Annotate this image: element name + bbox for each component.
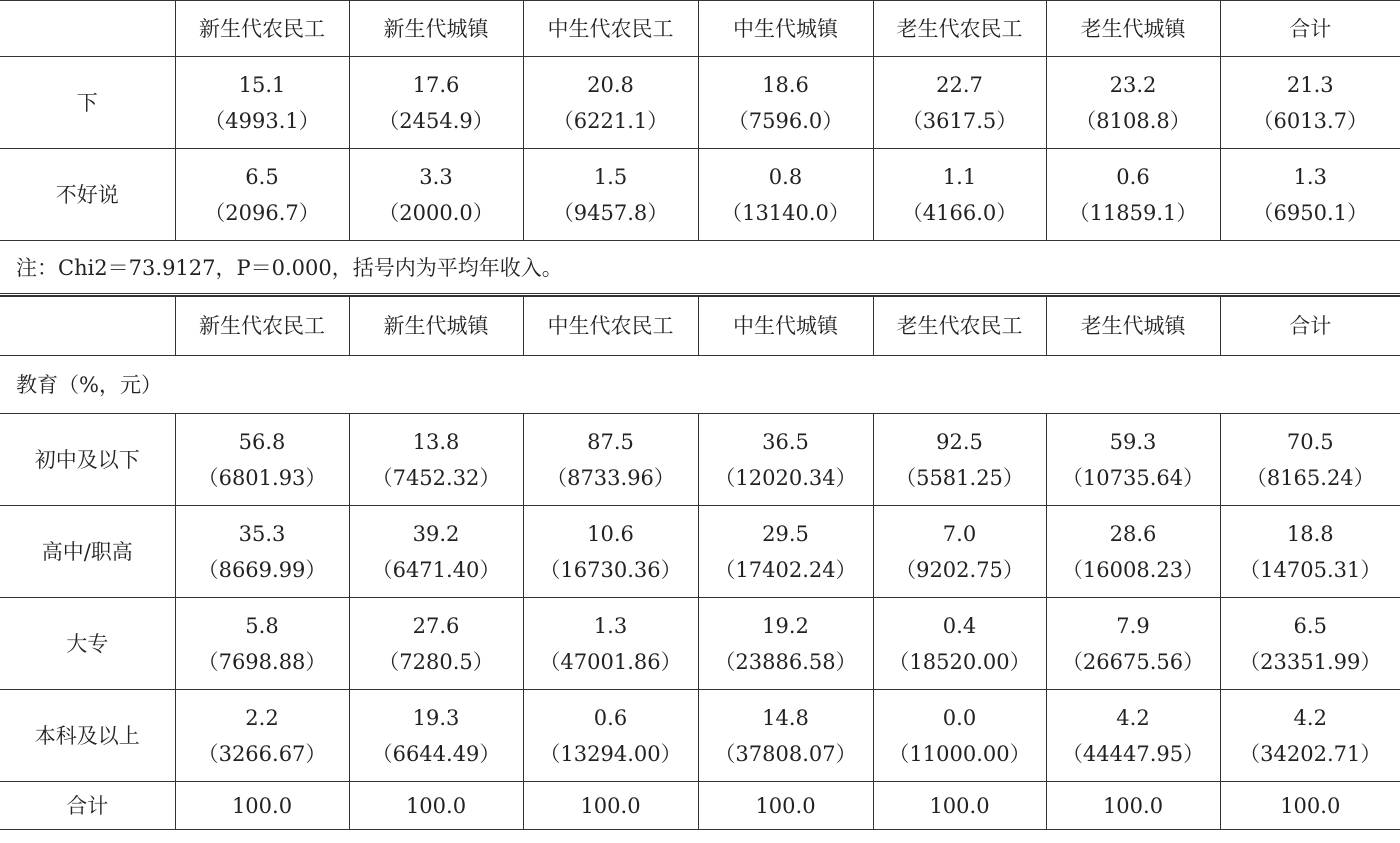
data-cell xyxy=(349,414,523,506)
cell-percent: 18.6 xyxy=(762,72,809,97)
data-cell xyxy=(873,149,1046,241)
header-cell: 中生代城镇 xyxy=(698,297,873,356)
total-row xyxy=(0,782,1400,830)
total-cell: 100.0 xyxy=(1046,782,1220,830)
header-cell: 新生代农民工 xyxy=(175,1,349,57)
cell-percent: 22.7 xyxy=(936,72,983,97)
cell-income: （16008.23） xyxy=(1061,557,1205,582)
data-cell xyxy=(349,149,523,241)
cell-income: （34202.71） xyxy=(1239,741,1382,766)
header-cell: 新生代农民工 xyxy=(175,297,349,356)
cell-income: （14705.31） xyxy=(1239,557,1382,582)
cell-income: （5581.25） xyxy=(895,465,1024,490)
data-cell xyxy=(1046,690,1220,782)
header-cell: 新生代城镇 xyxy=(349,297,523,356)
cell-percent: 87.5 xyxy=(587,429,634,454)
cell-percent: 1.1 xyxy=(942,164,977,189)
cell-percent: 27.6 xyxy=(412,613,460,638)
row-label: 下 xyxy=(0,57,175,149)
cell-percent: 21.3 xyxy=(1286,72,1334,97)
row-label: 合计 xyxy=(0,782,175,830)
cell-income: （13294.00） xyxy=(539,741,682,766)
cell-income: （18520.00） xyxy=(888,649,1031,674)
data-cell xyxy=(175,690,349,782)
cell-income: （17402.24） xyxy=(714,557,857,582)
cell-income: （9457.8） xyxy=(552,200,669,225)
data-cell xyxy=(873,598,1046,690)
cell-percent: 7.9 xyxy=(1116,613,1150,638)
data-cell xyxy=(698,57,873,149)
data-cell xyxy=(523,598,698,690)
header-cell-empty xyxy=(0,297,175,356)
cell-percent: 18.8 xyxy=(1286,521,1334,546)
data-cell xyxy=(873,506,1046,598)
cell-percent: 0.6 xyxy=(593,705,628,730)
table-note: 注：Chi2＝73.9127，P＝0.000，括号内为平均年收入。 xyxy=(0,241,1400,296)
header-cell: 中生代农民工 xyxy=(523,297,698,356)
cell-percent: 15.1 xyxy=(238,72,286,97)
income-table-top xyxy=(0,0,1400,241)
cell-income: （7596.0） xyxy=(727,108,844,133)
data-cell xyxy=(175,598,349,690)
cell-percent: 1.5 xyxy=(593,164,628,189)
data-cell xyxy=(175,57,349,149)
data-cell xyxy=(349,598,523,690)
table-row xyxy=(0,690,1400,782)
cell-income: （8108.8） xyxy=(1075,108,1191,133)
cell-income: （44447.95） xyxy=(1061,741,1205,766)
cell-income: （6950.1） xyxy=(1252,200,1368,225)
cell-percent: 4.2 xyxy=(1116,705,1150,730)
cell-percent: 10.6 xyxy=(587,521,634,546)
cell-income: （6801.93） xyxy=(197,465,327,490)
cell-income: （7280.5） xyxy=(378,649,494,674)
data-cell xyxy=(1220,506,1400,598)
cell-percent: 3.3 xyxy=(419,164,453,189)
cell-percent: 13.8 xyxy=(412,429,460,454)
cell-percent: 20.8 xyxy=(587,72,634,97)
row-label: 不好说 xyxy=(0,149,175,241)
cell-income: （23886.58） xyxy=(714,649,857,674)
header-row xyxy=(0,1,1400,57)
cell-percent: 6.5 xyxy=(1293,613,1327,638)
cell-percent: 29.5 xyxy=(762,521,809,546)
header-row xyxy=(0,297,1400,356)
data-cell xyxy=(698,690,873,782)
header-cell: 合计 xyxy=(1220,297,1400,356)
data-cell xyxy=(873,414,1046,506)
data-cell xyxy=(349,57,523,149)
header-cell-empty xyxy=(0,1,175,57)
data-cell xyxy=(523,690,698,782)
cell-income: （8669.99） xyxy=(197,557,327,582)
data-cell xyxy=(1046,506,1220,598)
cell-income: （2000.0） xyxy=(378,200,494,225)
cell-income: （12020.34） xyxy=(714,465,857,490)
data-cell xyxy=(698,506,873,598)
cell-percent: 4.2 xyxy=(1293,705,1327,730)
cell-percent: 92.5 xyxy=(936,429,983,454)
data-cell xyxy=(1046,414,1220,506)
data-cell xyxy=(1046,57,1220,149)
cell-percent: 0.6 xyxy=(1116,164,1150,189)
education-income-table xyxy=(0,296,1400,830)
header-cell: 中生代农民工 xyxy=(523,1,698,57)
cell-percent: 5.8 xyxy=(245,613,279,638)
cell-income: （3266.67） xyxy=(197,741,327,766)
data-cell xyxy=(698,414,873,506)
row-label: 高中/职高 xyxy=(0,506,175,598)
data-cell xyxy=(175,149,349,241)
cell-percent: 39.2 xyxy=(412,521,460,546)
cell-income: （10735.64） xyxy=(1061,465,1205,490)
cell-income: （23351.99） xyxy=(1239,649,1382,674)
cell-income: （6221.1） xyxy=(552,108,669,133)
cell-percent: 0.8 xyxy=(768,164,803,189)
total-cell: 100.0 xyxy=(349,782,523,830)
cell-income: （2096.7） xyxy=(204,200,320,225)
cell-percent: 1.3 xyxy=(593,613,628,638)
header-cell: 老生代城镇 xyxy=(1046,1,1220,57)
cell-percent: 14.8 xyxy=(762,705,809,730)
cell-income: （11000.00） xyxy=(888,741,1031,766)
cell-income: （7698.88） xyxy=(197,649,327,674)
total-cell: 100.0 xyxy=(175,782,349,830)
cell-income: （13140.0） xyxy=(721,200,850,225)
total-cell: 100.0 xyxy=(1220,782,1400,830)
section-row xyxy=(0,356,1400,414)
cell-income: （11859.1） xyxy=(1068,200,1198,225)
header-cell: 新生代城镇 xyxy=(349,1,523,57)
cell-percent: 17.6 xyxy=(412,72,460,97)
table-row xyxy=(0,414,1400,506)
cell-percent: 0.0 xyxy=(942,705,977,730)
row-label: 初中及以下 xyxy=(0,414,175,506)
header-cell: 老生代农民工 xyxy=(873,1,1046,57)
cell-percent: 23.2 xyxy=(1109,72,1157,97)
data-cell xyxy=(1046,149,1220,241)
cell-income: （3617.5） xyxy=(901,108,1018,133)
data-cell xyxy=(523,414,698,506)
data-cell xyxy=(1220,149,1400,241)
section-label: 教育（%，元） xyxy=(0,356,1400,414)
cell-income: （8733.96） xyxy=(546,465,675,490)
cell-percent: 0.4 xyxy=(942,613,977,638)
cell-percent: 7.0 xyxy=(942,521,977,546)
data-cell xyxy=(175,414,349,506)
cell-income: （4166.0） xyxy=(901,200,1018,225)
data-cell xyxy=(1220,598,1400,690)
cell-percent: 59.3 xyxy=(1109,429,1157,454)
data-cell xyxy=(1220,57,1400,149)
data-cell xyxy=(523,57,698,149)
cell-percent: 28.6 xyxy=(1109,521,1157,546)
data-cell xyxy=(523,506,698,598)
cell-income: （7452.32） xyxy=(371,465,501,490)
data-cell xyxy=(523,149,698,241)
cell-percent: 70.5 xyxy=(1286,429,1334,454)
cell-percent: 6.5 xyxy=(245,164,279,189)
cell-income: （6471.40） xyxy=(371,557,501,582)
cell-income: （8165.24） xyxy=(1245,465,1375,490)
header-cell: 中生代城镇 xyxy=(698,1,873,57)
cell-percent: 1.3 xyxy=(1293,164,1327,189)
header-cell: 合计 xyxy=(1220,1,1400,57)
cell-percent: 36.5 xyxy=(762,429,809,454)
cell-income: （9202.75） xyxy=(895,557,1024,582)
cell-income: （37808.07） xyxy=(714,741,857,766)
data-cell xyxy=(873,690,1046,782)
data-cell xyxy=(873,57,1046,149)
cell-income: （6644.49） xyxy=(371,741,501,766)
cell-percent: 35.3 xyxy=(238,521,286,546)
header-cell: 老生代农民工 xyxy=(873,297,1046,356)
table-row xyxy=(0,149,1400,241)
cell-percent: 19.3 xyxy=(412,705,460,730)
table-row xyxy=(0,506,1400,598)
table-row xyxy=(0,57,1400,149)
cell-income: （16730.36） xyxy=(539,557,682,582)
data-cell xyxy=(1220,690,1400,782)
data-cell xyxy=(175,506,349,598)
data-cell xyxy=(698,598,873,690)
cell-income: （6013.7） xyxy=(1252,108,1368,133)
table-row xyxy=(0,598,1400,690)
row-label: 大专 xyxy=(0,598,175,690)
cell-percent: 19.2 xyxy=(762,613,809,638)
cell-income: （2454.9） xyxy=(378,108,494,133)
total-cell: 100.0 xyxy=(873,782,1046,830)
cell-percent: 56.8 xyxy=(238,429,286,454)
cell-income: （4993.1） xyxy=(204,108,320,133)
cell-income: （26675.56） xyxy=(1061,649,1205,674)
data-cell xyxy=(698,149,873,241)
data-cell xyxy=(1046,598,1220,690)
total-cell: 100.0 xyxy=(698,782,873,830)
row-label: 本科及以上 xyxy=(0,690,175,782)
data-cell xyxy=(1220,414,1400,506)
cell-percent: 2.2 xyxy=(245,705,279,730)
data-cell xyxy=(349,506,523,598)
total-cell: 100.0 xyxy=(523,782,698,830)
data-cell xyxy=(349,690,523,782)
header-cell: 老生代城镇 xyxy=(1046,297,1220,356)
cell-income: （47001.86） xyxy=(539,649,682,674)
